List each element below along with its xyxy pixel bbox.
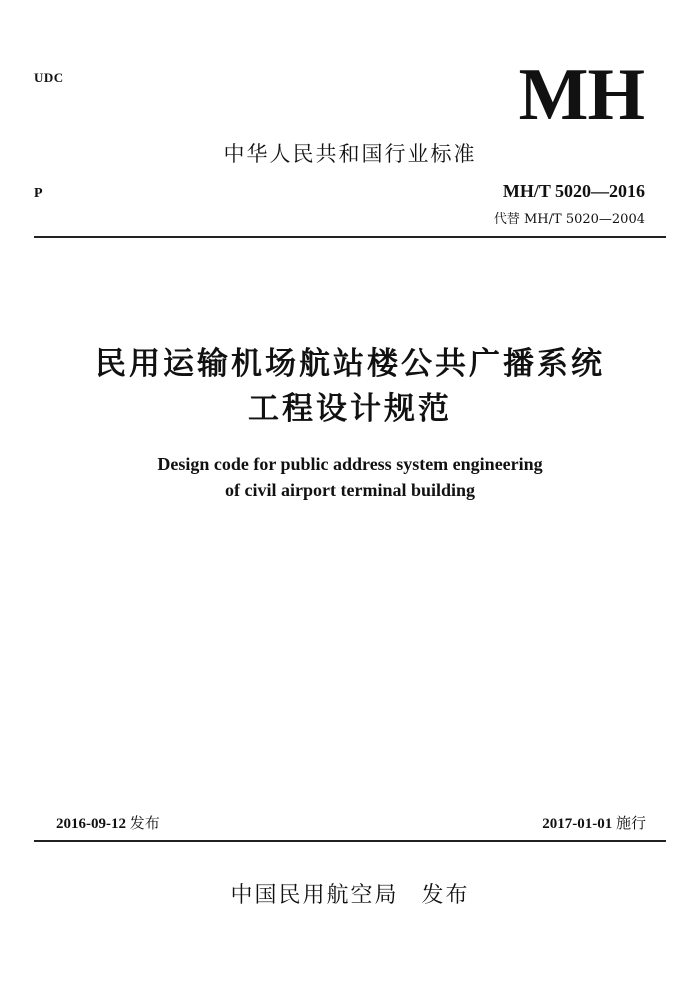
implementation-date: 2017-01-01 [542,816,613,832]
issue-label: 发布 [129,814,160,832]
standard-number: MH/T 5020—2016 [502,181,645,201]
top-divider [34,236,666,238]
classification-code: P [34,186,43,201]
title-english-line2: of civil airport terminal building [225,480,475,500]
replaces-standard: 代替 MH/T 5020—2004 [493,212,645,227]
mh-logo: MH [518,54,644,136]
udc-label: UDC [34,70,64,85]
title-english-line1: Design code for public address system engineering [157,454,543,474]
title-chinese-line2: 工程设计规范 [248,391,452,427]
national-standard-heading: 中华人民共和国行业标准 [223,142,477,166]
publisher: 中国民用航空局 发布 [230,883,470,908]
title-chinese-line1: 民用运输机场航站楼公共广播系统 [95,346,605,382]
implementation-date-block [542,812,646,833]
bottom-divider [34,840,666,842]
implementation-label: 施行 [615,814,646,832]
issue-date: 2016-09-12 [56,816,126,832]
issue-date-block [56,812,160,833]
